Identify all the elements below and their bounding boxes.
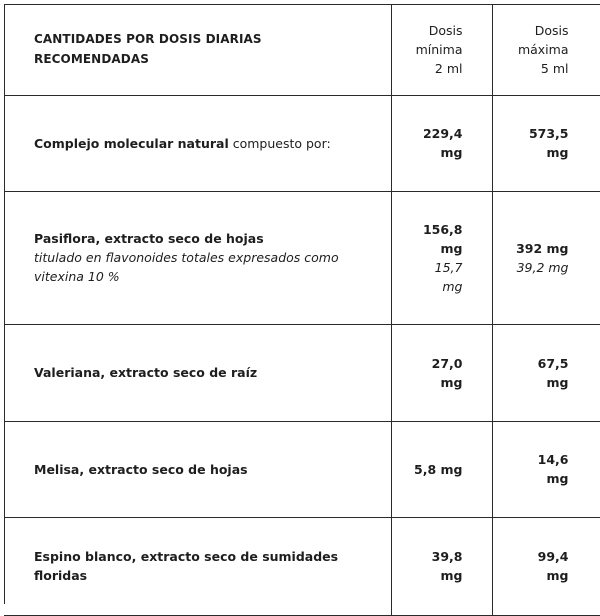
min-dose-value	[423, 124, 463, 162]
max-dose-value-cell	[492, 95, 600, 191]
max-dose-value-unit: mg	[546, 374, 569, 390]
min-dose-value-unit: mg	[440, 374, 463, 390]
header-max-dose-line-1: Dosis	[534, 22, 569, 38]
table-row	[4, 517, 600, 615]
ingredient-name-cell	[4, 95, 391, 191]
ingredient-name: Melisa, extracto seco de hojas	[34, 461, 248, 477]
min-dose-value-number: 156,8	[422, 221, 463, 237]
ingredient-name-suffix: compuesto por:	[228, 135, 331, 151]
min-dose-value-cell	[391, 421, 492, 517]
header-min-dose-cell	[391, 4, 492, 95]
header-min-dose-line-3: 2 ml	[434, 60, 463, 76]
ingredient-name-cell	[4, 191, 391, 324]
max-dose-value-number: 99,4	[537, 549, 569, 564]
dosage-table	[4, 4, 600, 616]
max-dose-value-number: 573,5	[528, 126, 569, 141]
ingredient-name-cell	[4, 324, 391, 421]
header-min-dose-line-2: mínima	[415, 41, 463, 57]
ingredient-description: titulado en flavonoides totales expresados como vitexina 10 %	[34, 250, 339, 284]
ingredient-name-cell	[4, 421, 391, 517]
max-dose-value-number: 67,5	[537, 355, 569, 371]
min-dose-value-number: 39,8	[431, 549, 463, 564]
max-dose-value-number: 392 mg	[516, 240, 569, 256]
max-dose-value	[538, 354, 569, 392]
max-dose-value	[529, 124, 569, 162]
table-row	[4, 191, 600, 324]
table-row	[4, 95, 600, 191]
min-dose-value-unit: mg	[440, 240, 463, 256]
max-dose-value	[538, 450, 569, 488]
max-dose-value-unit: mg	[546, 568, 569, 583]
table-row	[4, 324, 600, 421]
min-dose-value-cell	[391, 517, 492, 615]
max-dose-sub-value: 39,2 mg	[516, 259, 569, 275]
max-dose-value-cell	[492, 324, 600, 421]
min-dose-value	[432, 354, 463, 392]
max-dose-value-cell	[492, 191, 600, 324]
header-title-cell	[4, 4, 391, 95]
min-dose-value-cell	[391, 324, 492, 421]
ingredient-name: Complejo molecular natural	[34, 135, 229, 151]
min-dose-sub-value-number: 15,7	[434, 259, 463, 275]
min-dose-value-cell	[391, 95, 492, 191]
min-dose-sub-value-unit: mg	[442, 278, 463, 294]
min-dose-value	[414, 460, 462, 479]
max-dose-value-number: 14,6	[537, 452, 569, 467]
min-dose-value	[432, 547, 463, 585]
max-dose-value	[516, 239, 568, 277]
min-dose-value	[423, 220, 463, 296]
min-dose-value-number: 5,8 mg	[414, 461, 463, 477]
max-dose-value-unit: mg	[546, 471, 569, 486]
header-max-dose-cell	[492, 4, 600, 95]
max-dose-value-cell	[492, 421, 600, 517]
ingredient-name-cell	[4, 517, 391, 615]
header-max-dose-line-2: máxima	[517, 41, 569, 57]
ingredient-name: Pasiflora, extracto seco de hojas	[34, 231, 264, 246]
header-max-dose-line-3: 5 ml	[540, 60, 569, 76]
min-dose-value-number: 229,4	[422, 126, 463, 141]
header-min-dose	[416, 21, 463, 78]
table-row	[4, 421, 600, 517]
max-dose-value	[538, 547, 569, 585]
ingredient-name: Espino blanco, extracto seco de sumidades floridas	[34, 549, 339, 583]
table-header-row	[4, 4, 600, 95]
header-max-dose	[518, 21, 569, 78]
header-min-dose-line-1: Dosis	[428, 22, 463, 38]
ingredient-name: Valeriana, extracto seco de raíz	[34, 365, 258, 380]
header-title: CANTIDADES POR DOSIS DIARIAS RECOMENDADAS	[34, 32, 262, 67]
min-dose-value-number: 27,0	[431, 355, 463, 371]
min-dose-value-cell	[391, 191, 492, 324]
max-dose-value-cell	[492, 517, 600, 615]
min-dose-value-unit: mg	[440, 145, 463, 160]
max-dose-value-unit: mg	[546, 145, 569, 160]
min-dose-value-unit: mg	[440, 568, 463, 583]
